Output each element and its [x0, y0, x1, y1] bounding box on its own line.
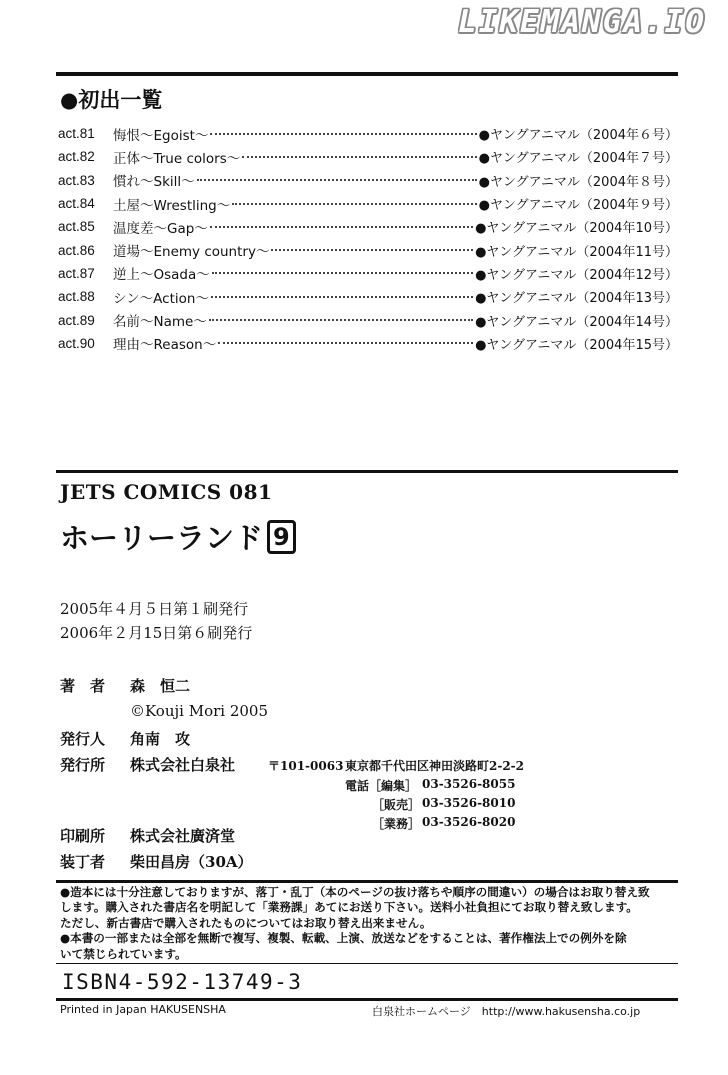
dot-leader [197, 175, 477, 181]
printed-in: Printed in Japan HAKUSENSHA [60, 1003, 226, 1016]
first-publication-list [58, 122, 678, 355]
act-number: act.89 [58, 312, 95, 328]
issuer-name: 角南 攻 [130, 730, 191, 748]
chapter-title: 悔恨〜Egoist〜 [113, 127, 209, 144]
dot-leader [242, 152, 476, 158]
list-item [58, 262, 678, 285]
act-number: act.88 [58, 289, 95, 305]
designer-label: 装丁者 [60, 853, 106, 871]
book-title-text: ホーリーランド [60, 521, 264, 555]
act-number: act.86 [58, 242, 95, 258]
series-label: JETS COMICS 081 [60, 480, 273, 504]
chapter-title: 名前〜Name〜 [113, 314, 207, 331]
chapter-title: 理由〜Reason〜 [113, 337, 217, 354]
notice-text [60, 885, 678, 962]
dot-leader [210, 222, 473, 228]
source: ●ヤングアニマル（2004年８号） [478, 174, 678, 190]
phone-sales: 03-3526-8010 [422, 796, 516, 810]
list-item [58, 169, 678, 192]
book-title [60, 516, 296, 557]
print-history-2: 2006年２月15日第６刷発行 [60, 624, 253, 642]
printer-label: 印刷所 [60, 827, 106, 845]
section-title: ●初出一覧 [60, 88, 163, 112]
dot-leader [232, 199, 476, 205]
colophon-top-rule [56, 470, 678, 473]
chapter-title: 道場〜Enemy country〜 [113, 244, 270, 261]
list-item [58, 122, 678, 145]
chapter-title: シン〜Action〜 [113, 290, 209, 307]
printer-name: 株式会社廣済堂 [130, 827, 236, 845]
dot-leader [209, 315, 473, 321]
phone-operations: 03-3526-8020 [422, 815, 516, 829]
designer-name: 柴田昌房（30A） [130, 853, 253, 871]
issuer-label: 発行人 [60, 730, 106, 748]
source: ●ヤングアニマル（2004年７号） [478, 151, 678, 167]
source: ●ヤングアニマル（2004年14号） [475, 314, 678, 330]
notice-top-rule [56, 880, 678, 883]
copyright: ©Kouji Mori 2005 [130, 702, 269, 720]
chapter-title: 慣れ〜Skill〜 [113, 174, 195, 191]
act-number: act.82 [58, 149, 95, 165]
source: ●ヤングアニマル（2004年12号） [475, 267, 678, 283]
chapter-title: 正体〜True colors〜 [113, 150, 241, 167]
list-item [58, 145, 678, 168]
dot-leader [218, 338, 473, 344]
act-number: act.90 [58, 335, 95, 351]
publisher-name: 株式会社白泉社 [130, 756, 236, 774]
act-number: act.84 [58, 196, 95, 212]
list-item [58, 285, 678, 308]
act-number: act.87 [58, 265, 95, 281]
publisher-address: 東京都千代田区神田淡路町2-2-2 [345, 759, 525, 773]
source: ●ヤングアニマル（2004年６号） [478, 128, 678, 144]
notice-line: ただし、新古書店で購入されたものについてはお取り替え出来ません。 [60, 915, 432, 930]
source: ●ヤングアニマル（2004年13号） [475, 291, 678, 307]
author-label: 著 者 [60, 677, 106, 695]
phone-operations-label: ［業務］ [372, 817, 421, 831]
volume-badge: 9 [267, 520, 296, 554]
act-number: act.81 [58, 126, 95, 142]
source: ●ヤングアニマル（2004年11号） [475, 244, 678, 260]
notice-line: ●造本には十分注意しておりますが、落丁・乱丁（本のページの抜け落ちや順序の間違い）の場合はお取り替え致 [60, 885, 650, 899]
top-rule [56, 72, 678, 76]
source: ●ヤングアニマル（2004年15号） [475, 337, 678, 353]
list-item [58, 192, 678, 215]
list-item [58, 308, 678, 331]
list-item [58, 238, 678, 261]
dot-leader [212, 268, 473, 274]
list-item [58, 215, 678, 238]
notice-line: いて禁じられています。 [60, 946, 187, 961]
list-item [58, 332, 678, 355]
notice-bottom-rule [56, 963, 678, 964]
chapter-title: 温度差〜Gap〜 [113, 220, 208, 237]
notice-line: します。購入された書店名を明記して「業務課」あてにお送り下さい。送料小社負担にてお取り替え致します。 [60, 900, 638, 915]
source: ●ヤングアニマル（2004年10号） [475, 221, 678, 237]
source: ●ヤングアニマル（2004年９号） [478, 198, 678, 214]
act-number: act.83 [58, 172, 95, 188]
act-number: act.85 [58, 219, 95, 235]
postal-code: 〒101-0063 [268, 759, 344, 773]
dot-leader [271, 245, 473, 251]
phone-editorial: 03-3526-8055 [422, 777, 516, 791]
isbn: ISBN4-592-13749-3 [62, 970, 303, 994]
chapter-title: 土屋〜Wrestling〜 [113, 197, 231, 214]
author-name: 森 恒二 [130, 677, 191, 695]
publisher-label: 発行所 [60, 756, 106, 774]
phone-editorial-label: 電話［編集］ [345, 779, 418, 793]
print-history-1: 2005年４月５日第１刷発行 [60, 600, 249, 618]
footer-rule [56, 998, 678, 1001]
chapter-title: 逆上〜Osada〜 [113, 267, 210, 284]
publisher-homepage: 白泉社ホームページ http://www.hakusensha.co.jp [372, 1005, 641, 1018]
notice-line: ●本書の一部または全部を無断で複写、複製、転載、上演、放送などをすることは、著作権法上での例外を除 [60, 931, 627, 946]
dot-leader [211, 292, 473, 298]
dot-leader [210, 129, 476, 135]
phone-sales-label: ［販売］ [372, 798, 421, 812]
watermark-logo: LIKEMANGA.IO [458, 4, 706, 40]
